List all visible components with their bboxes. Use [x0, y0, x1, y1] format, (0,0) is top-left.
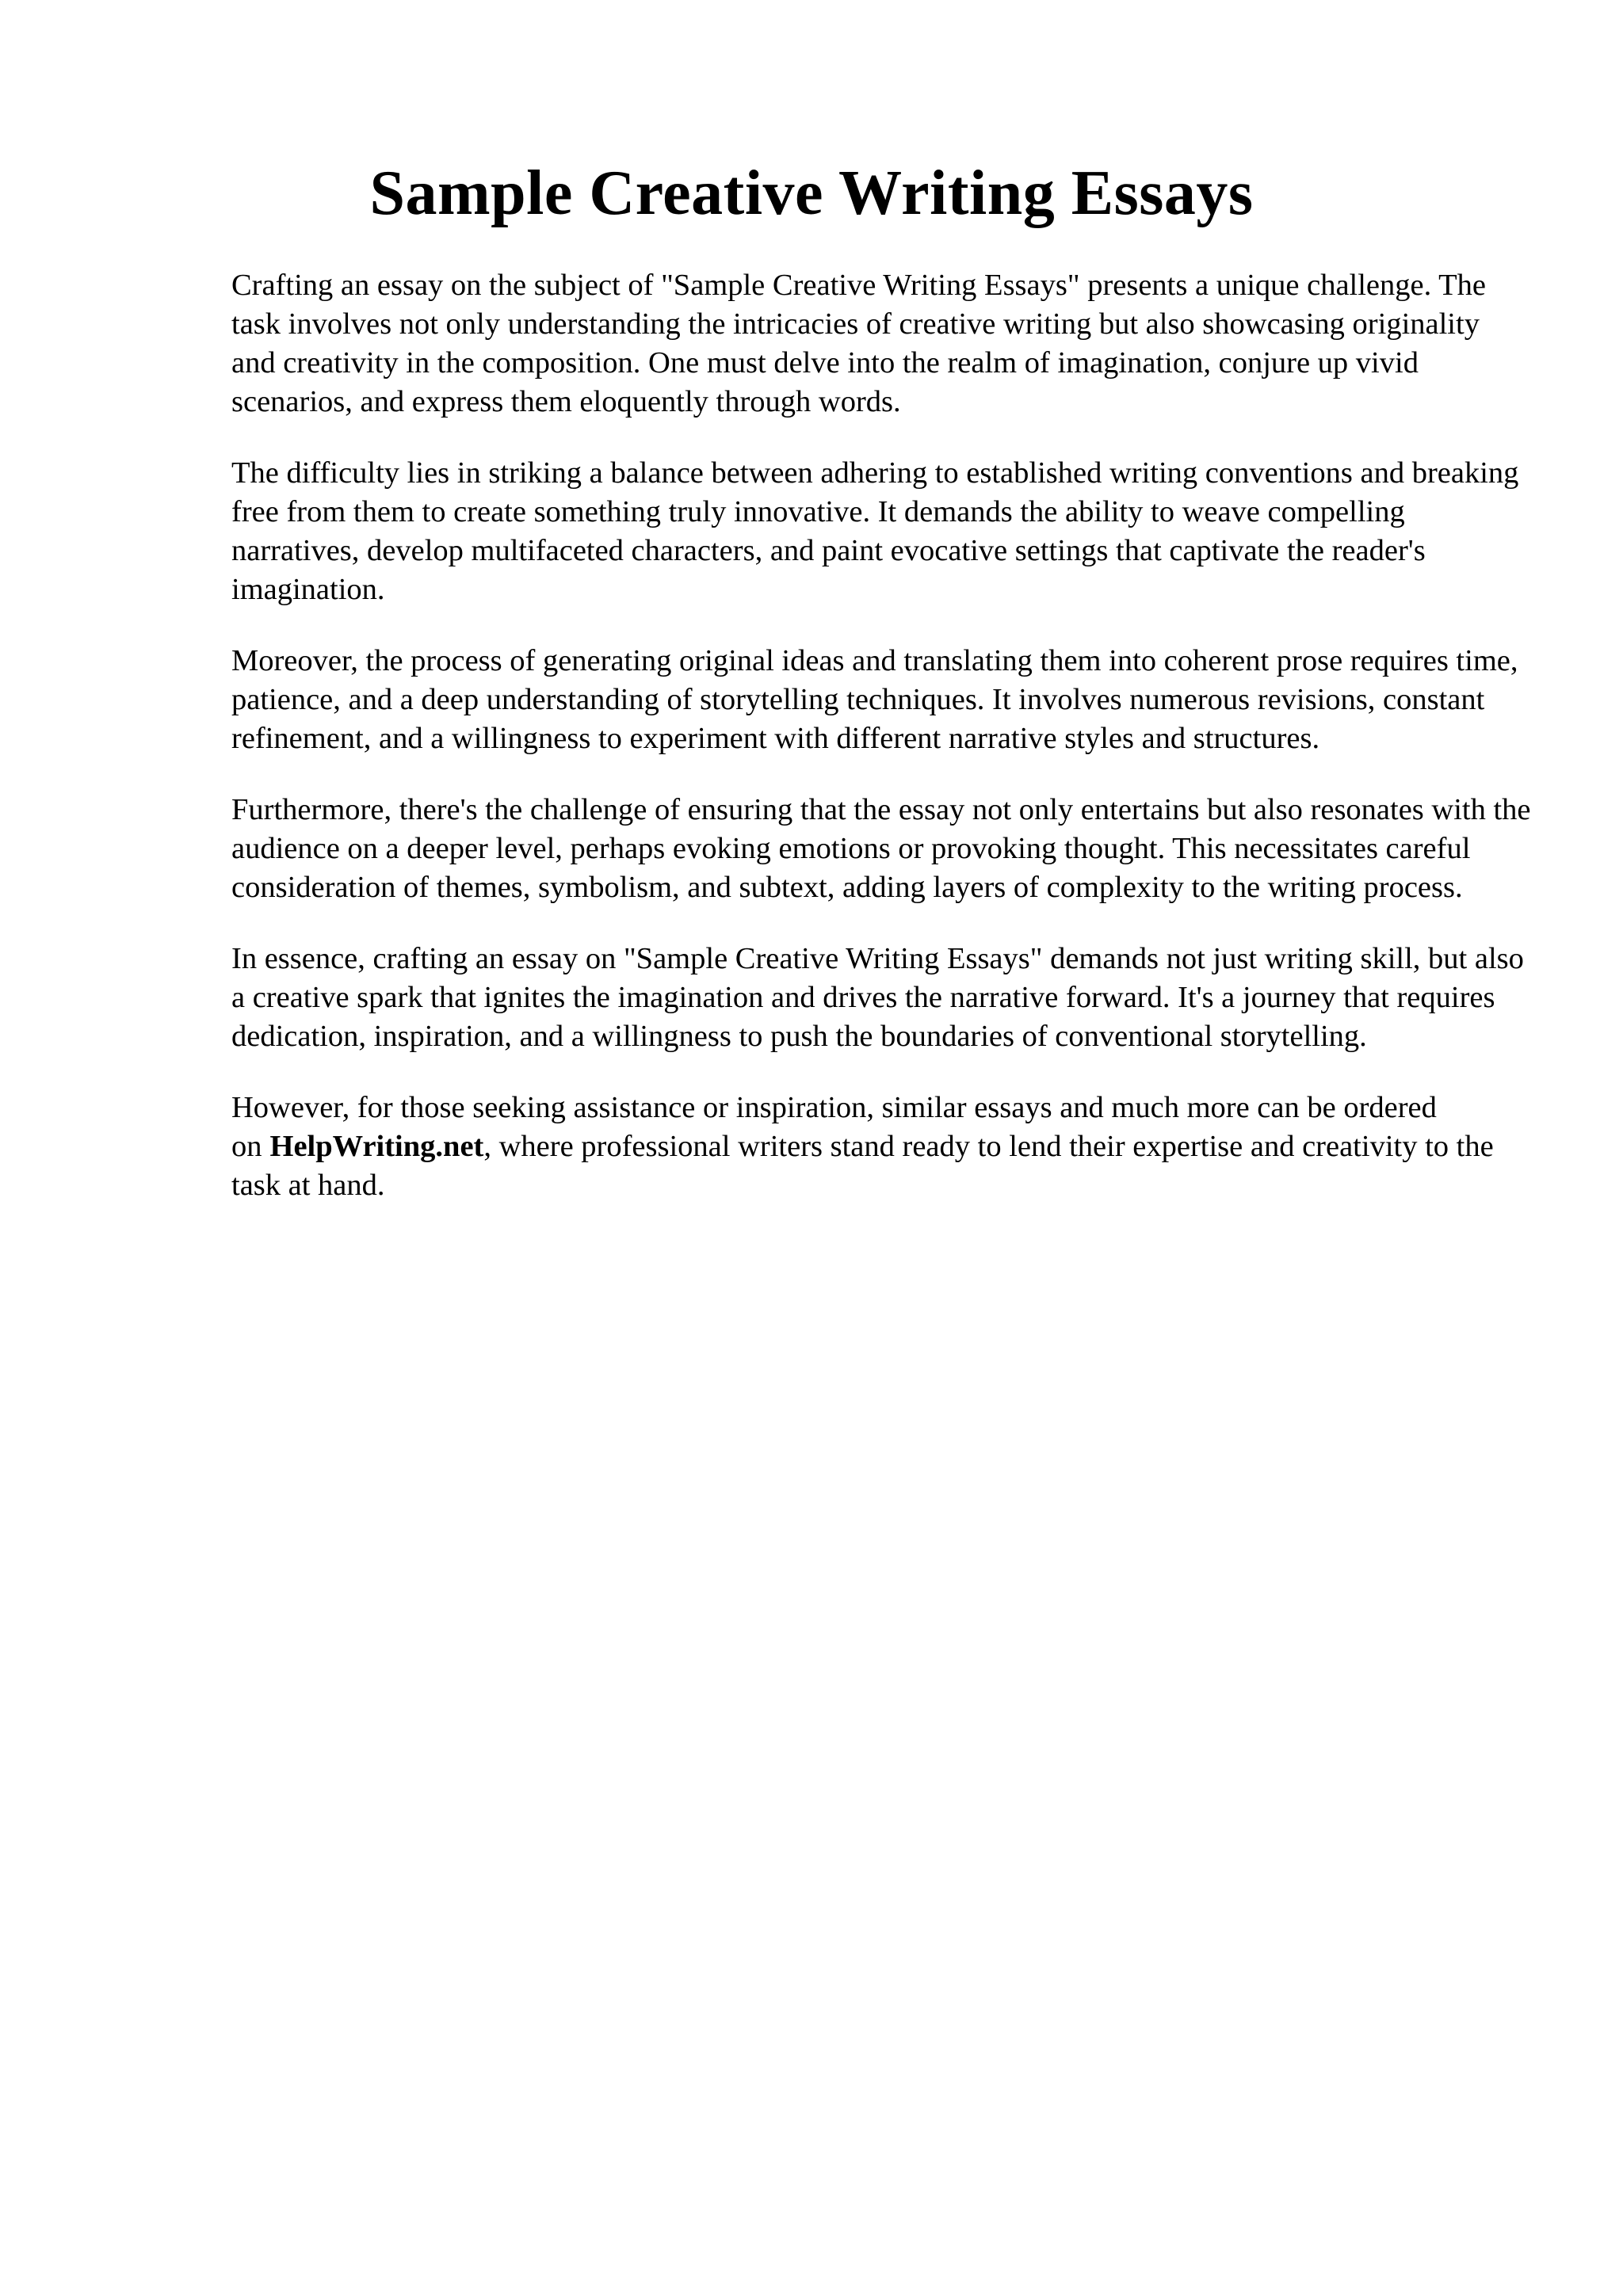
paragraph-3: Moreover, the process of generating original ideas and translating them into coherent prose requires time, patience, and a deep understanding of storytelling techniques. It involves numerous revisions, constant refinement, and a willingness to experiment with different narrative styles and structures. — [231, 644, 1518, 755]
paragraph-4: Furthermore, there's the challenge of ensuring that the essay not only entertains but also resonates with the audience on a deeper level, perhaps evoking emotions or provoking thought. This necessitates careful consideration of themes, symbolism, and subtext, adding layers of complexity to the writing process. — [231, 793, 1531, 904]
paragraph-5: In essence, crafting an essay on "Sample Creative Writing Essays" demands not just writing skill, but also a creative spark that ignites the imagination and drives the narrative forward. It's a journey that requires dedication, inspiration, and a willingness to push the boundaries of conventional storytelling. — [231, 942, 1524, 1053]
closing-paragraph — [231, 1089, 1531, 1205]
closing-text-before: However, for those seeking assistance or inspiration, similar essays and much more can be ordered on — [231, 1091, 1437, 1163]
paragraph-2: The difficulty lies in striking a balance between adhering to established writing conventions and breaking free from them to create something truly innovative. It demands the ability to weave compelling narratives, develop multifaceted characters, and paint evocative settings that captivate the reader's imagination. — [231, 456, 1519, 606]
helpwriting-link[interactable]: HelpWriting.net — [269, 1130, 484, 1163]
closing-text-after: , where professional writers stand ready to lend their expertise and creativity to the task at hand. — [231, 1130, 1494, 1202]
document-title: Sample Creative Writing Essays — [369, 158, 1254, 228]
paragraph-1: Crafting an essay on the subject of "Sample Creative Writing Essays" presents a unique challenge. The task involves not only understanding the intricacies of creative writing but also showcasing originality and creativity in the composition. One must delve into the realm of imagination, conjure up vivid scenarios, and express them eloquently through words. — [231, 269, 1487, 418]
document-body — [231, 266, 1531, 1238]
